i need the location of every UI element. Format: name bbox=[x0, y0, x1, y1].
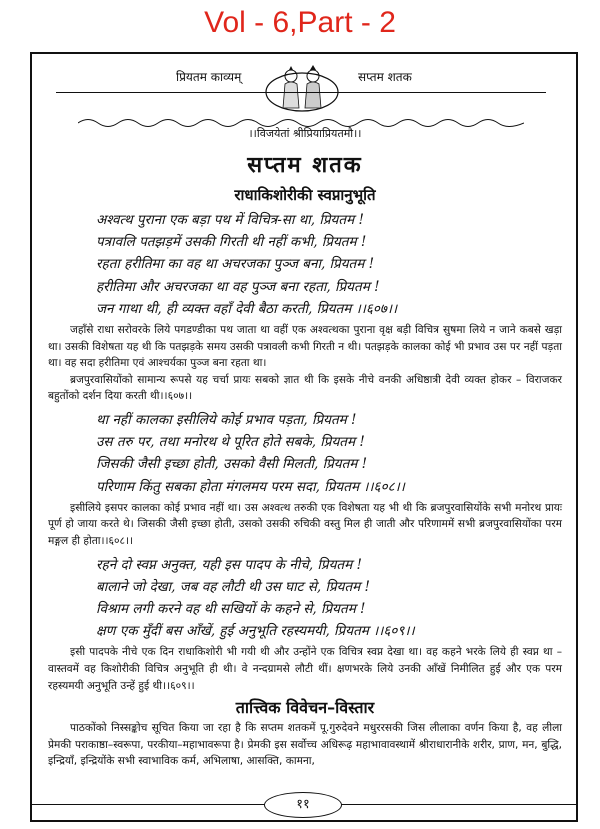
analysis-section-title: तात्त्विक विवेचन–विस्तार bbox=[235, 698, 375, 718]
commentary-paragraph: इसीलिये इसपर कालका कोई प्रभाव नहीं था। उस अश्वत्थ तरुकी एक विशेषता यह भी थी कि ब्रजपुरवासियोंके सभी मनोरथ प्रायः पूर्ण हो जाया करते थे। जिसकी जैसी इच्छा होती, उसको उसकी रुचिकी वस्तु मिल ही जाती और परिणाममें सभी ब्रजपुरवासियोंका परम मङ्गल ही होता।।६०८।। bbox=[48, 501, 562, 547]
verse-line: रहता हरीतिमा का वह था अचरजका पुञ्ज बना, प्रियतम ! bbox=[96, 256, 375, 273]
verse-line: हरीतिमा और अचरजका था वह पुञ्ज बना रहता, प्रियतम ! bbox=[96, 278, 380, 295]
verse-line: जन गाथा थी, ही व्यक्त वहाँ देवी बैठा करती, प्रियतम ।।६०७।। bbox=[96, 300, 398, 317]
commentary-609 bbox=[48, 644, 562, 694]
analysis-paragraph: पाठकोंको निस्सङ्कोच सूचित किया जा रहा है कि सप्तम शतकमें पू.गुरुदेवने मधुररसकी जिस लीलाका वर्णन किया है, वह लीला प्रेमकी पराकाष्ठा–स्वरूपा, परकीया–महाभावरूपा है। प्रेमकी इस सर्वोच्च अधिरूढ़ महाभावावस्थामें श्रीराधारानीके शरीर, प्राण, मन, बुद्धि, इन्द्रियाँ, इन्द्रियोंके सभी स्वाभाविक कर्म, अभिलाषा, आसक्ति, कामना, bbox=[48, 722, 562, 768]
page-number: ११ bbox=[264, 792, 342, 818]
header-book-title: प्रियतम काव्यम् bbox=[176, 70, 242, 84]
verse-block-608 bbox=[48, 409, 562, 498]
verse-line: बालाने जो देखा, जब वह लौटी थी उस घाट से, प्रियतम ! bbox=[96, 578, 370, 595]
verse-line: परिणाम किंतु सबका होता मंगलमय परम सदा, प्रियतम ।।६०८।। bbox=[96, 478, 405, 495]
verse-line: पत्रावलि पतझड़में उसकी गिरती थी नहीं कभी, प्रियतम ! bbox=[96, 234, 367, 251]
verse-line: रहने दो स्वप्न अनुक्त, यही इस पादप के नीचे, प्रियतम ! bbox=[96, 556, 362, 573]
verse-line: था नहीं कालका इसीलिये कोई प्रभाव पड़ता, प्रियतम ! bbox=[96, 411, 357, 428]
header-chapter: सप्तम शतक bbox=[358, 70, 412, 84]
commentary-paragraph: जहाँसे राधा सरोवरके लिये पगडण्डीका पथ जाता था वहीं एक अश्वत्थका पुराना वृक्ष बड़ी विचित्र सुषमा लिये न जाने कबसे खड़ा था। उसकी विशेषता यह थी कि पतझड़के समय उसकी पत्रावली कभी गिरती न थी। पतझड़के कालका कोई भी प्रभाव उस पर नहीं पड़ता था। वह सदा हरीतिमा एवं आश्चर्यका पुञ्ज बना रहता था। bbox=[48, 324, 562, 370]
running-header bbox=[56, 62, 546, 114]
invocation: ।।विजयेतां श्रीप्रियाप्रियतमौ।। bbox=[248, 127, 362, 140]
verse-line: विश्राम लगी करने वह थी सखियों के कहने से, प्रियतम ! bbox=[96, 600, 366, 617]
verse-block-609 bbox=[48, 554, 562, 643]
chapter-title: सप्तम शतक bbox=[247, 153, 363, 178]
verse-block-607 bbox=[48, 209, 562, 320]
radha-krishna-emblem-icon bbox=[263, 62, 341, 112]
verse-line: अश्वत्थ पुराना एक बड़ा पथ में विचित्र-सा था, प्रियतम ! bbox=[96, 212, 364, 228]
commentary-607 bbox=[48, 322, 562, 405]
verse-line: क्षण एक मुँदीं बस आँखें, हुई अनुभूति रहस्यमयी, प्रियतम ।।६०९।। bbox=[96, 623, 415, 640]
commentary-paragraph: इसी पादपके नीचे एक दिन राधाकिशोरी भी गयी थी और उन्होंने एक विचित्र स्वप्न देखा था। वह कहने भरके लिये ही स्वप्न था – वास्तवमें वह किशोरीकी विचित्र अनुभूति ही थी। वे नन्दग्रामसे लौटी थीं। क्षणभरके लिये उनकी आँखें निमीलित हुई और एक परम रहस्यमयी अनुभूति उन्हें हुई थी।।६०९।। bbox=[48, 646, 562, 692]
commentary-608 bbox=[48, 500, 562, 550]
analysis-text bbox=[48, 720, 562, 770]
verse-line: जिसकी जैसी इच्छा होती, उसको वैसी मिलती, प्रियतम ! bbox=[96, 456, 368, 473]
section-subtitle: राधाकिशोरीकी स्वप्नानुभूति bbox=[234, 186, 376, 204]
verse-line: उस तरु पर, तथा मनोरथ थे पूरित होते सबके, प्रियतम ! bbox=[96, 434, 365, 451]
volume-banner: Vol - 6,Part - 2 bbox=[204, 6, 396, 39]
page-content bbox=[48, 126, 562, 770]
commentary-paragraph: ब्रजपुरवासियोंको सामान्य रूपसे यह चर्चा प्रायः सबको ज्ञात थी कि इसके नीचे वनकी अधिष्ठात्री देवी व्यक्त होकर – विराजकर बहुतोंको दर्शन दिया करती थी।।६०७।। bbox=[48, 373, 562, 403]
header-rule bbox=[56, 92, 546, 93]
